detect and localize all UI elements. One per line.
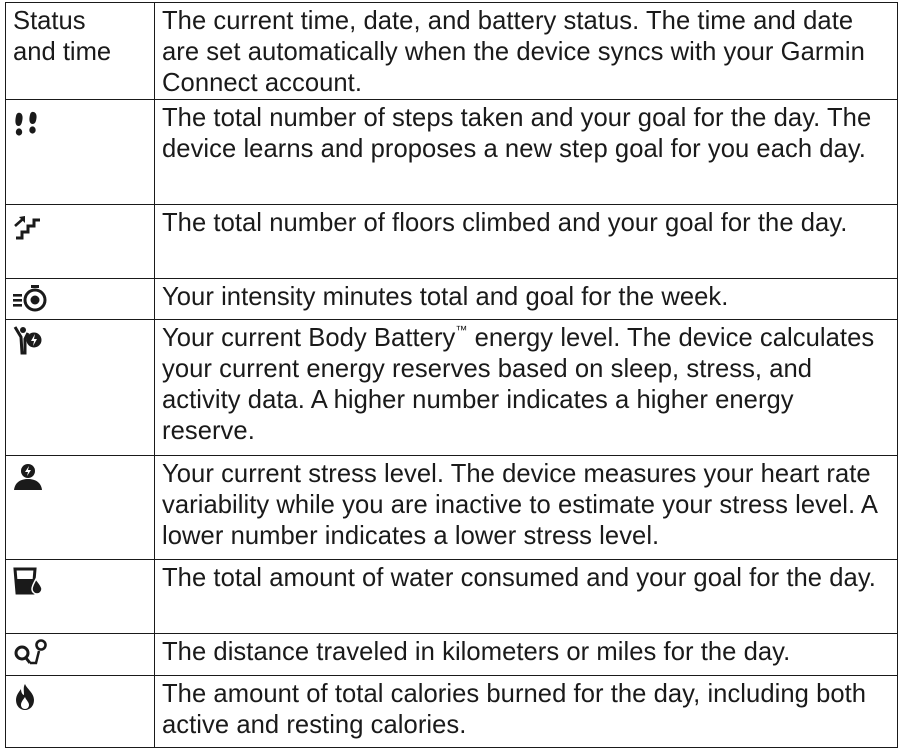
intensity-minutes-description: Your intensity minutes total and goal for the week. xyxy=(162,283,729,311)
floors-climbed-icon xyxy=(13,216,43,240)
row-icon-cell xyxy=(6,279,155,320)
hydration-description: The total amount of water consumed and your goal for the day. xyxy=(162,564,876,592)
row-description-cell xyxy=(155,3,898,100)
table-row xyxy=(6,320,898,456)
table-row xyxy=(6,560,898,634)
row-icon-cell xyxy=(6,320,155,456)
stress-description: Your current stress level. The device measures your heart rate variability while you are inactive to estimate your stress level. A lower number indicates a lower stress level. xyxy=(162,460,877,550)
status-and-time-description: The current time, date, and battery status. The time and date are set automatically when the device syncs with your Garmin Connect account. xyxy=(162,7,865,97)
calories-description: The amount of total calories burned for the day, including both active and resting calories. xyxy=(162,680,867,739)
body-battery-description xyxy=(162,323,893,447)
row-description-cell xyxy=(155,320,898,456)
distance-icon xyxy=(13,639,49,665)
hydration-icon xyxy=(13,567,43,595)
row-icon-cell xyxy=(6,560,155,634)
row-description-cell xyxy=(155,205,898,279)
row-icon-cell xyxy=(6,205,155,279)
row-description-cell xyxy=(155,100,898,205)
table-row xyxy=(6,3,898,100)
row-icon-cell xyxy=(6,456,155,560)
row-description-cell xyxy=(155,456,898,560)
distance-description: The distance traveled in kilometers or miles for the day. xyxy=(162,638,791,666)
table-row xyxy=(6,279,898,320)
floors-description: The total number of floors climbed and your goal for the day. xyxy=(162,209,848,237)
stress-icon xyxy=(13,463,43,491)
body-battery-description-start: Your current Body Battery xyxy=(162,324,456,352)
row-icon-cell xyxy=(6,676,155,748)
body-battery-icon xyxy=(13,325,43,355)
steps-description: The total number of steps taken and your goal for the day. The device learns and proposes a new step goal for you each day. xyxy=(162,104,872,163)
row-icon-cell xyxy=(6,100,155,205)
status-and-time-label: Status and time xyxy=(13,7,112,66)
row-description-cell xyxy=(155,634,898,676)
widget-description-table xyxy=(5,2,898,748)
body-battery-description-end: energy level. The device calculates your current energy reserves based on sleep, stress, and activity data. A higher number indicates a higher energy reserve. xyxy=(162,324,875,445)
table-row xyxy=(6,634,898,676)
row-description-cell xyxy=(155,676,898,748)
row-description-cell xyxy=(155,560,898,634)
table-row xyxy=(6,100,898,205)
table-row xyxy=(6,676,898,748)
intensity-minutes-icon xyxy=(13,284,49,312)
table-row xyxy=(6,205,898,279)
row-description-cell xyxy=(155,279,898,320)
steps-icon xyxy=(13,111,41,137)
table-row xyxy=(6,456,898,560)
trademark-symbol: ™ xyxy=(455,323,468,337)
calories-icon xyxy=(13,683,37,711)
row-icon-cell xyxy=(6,634,155,676)
row-label-cell xyxy=(6,3,155,100)
